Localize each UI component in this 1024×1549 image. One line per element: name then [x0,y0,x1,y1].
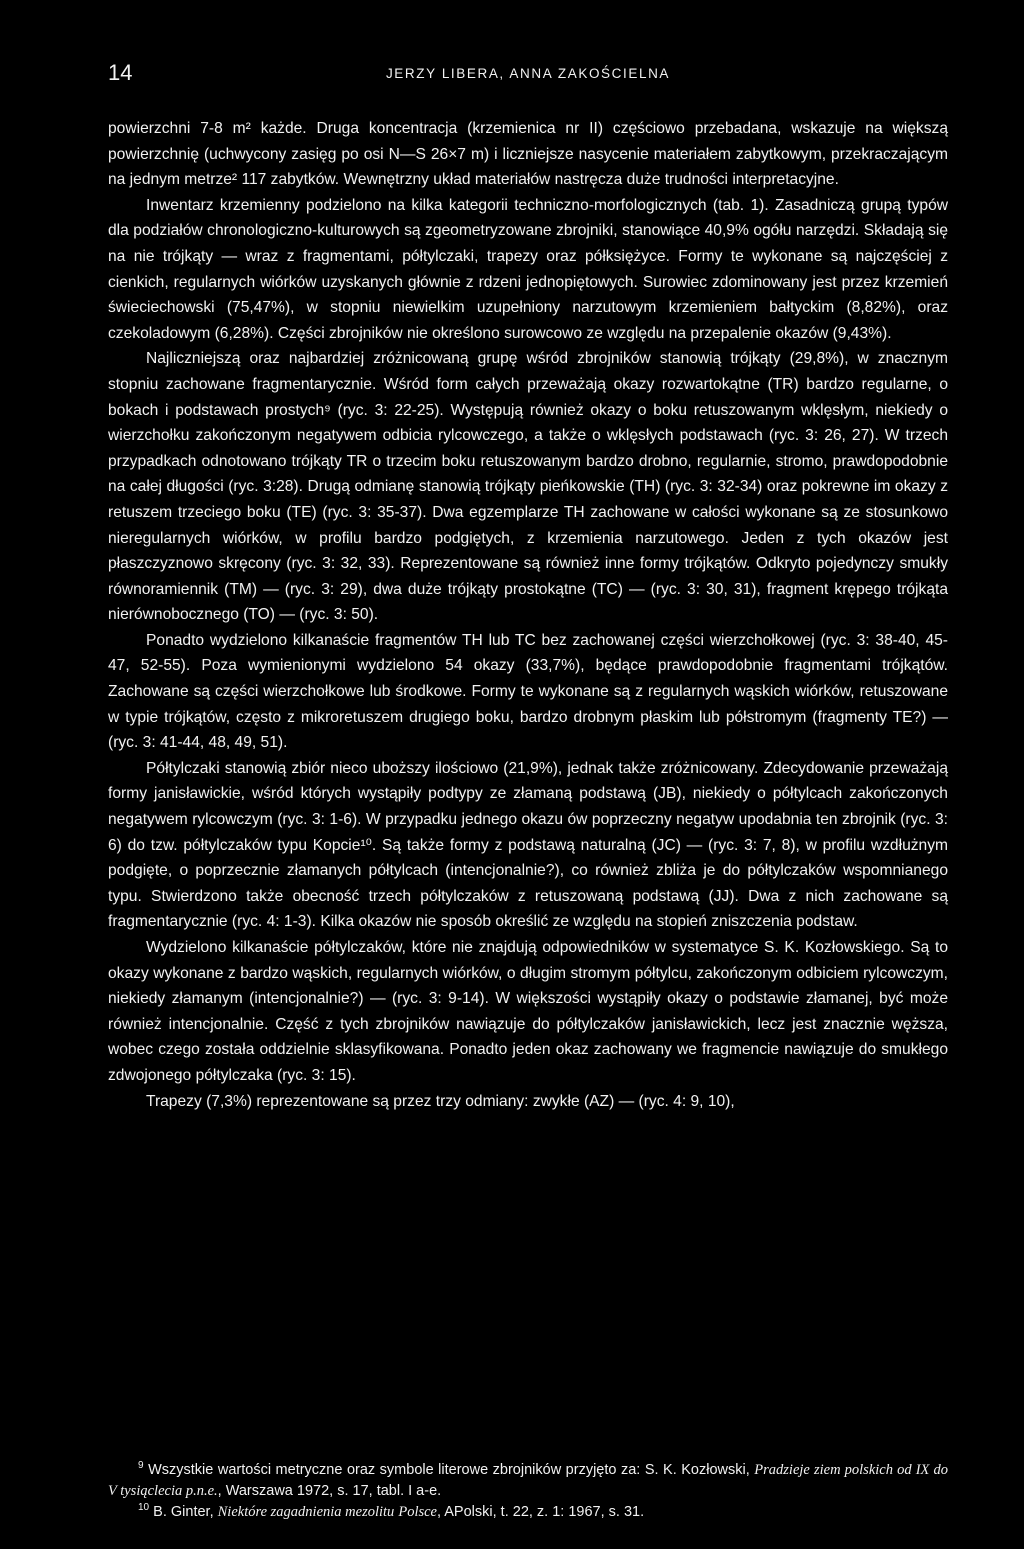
paragraph: Ponadto wydzielono kilkanaście fragmentów TH lub TC bez zachowanej części wierzchołkowej (ryc. 3: 38-40, 45-47, 52-55). Poza wymienionymi wydzielono 54 okazy (33,7%), będące prawdopodobnie fragmentami trójkątów. Zachowane są części wierzchołkowe lub środkowe. Formy te wykonane są z regularnych wąskich wiórków, retuszowane w typie trójkątów, często z mikroretuszem drugiego boku, bardzo drobnym płaskim lub półstromym (fragmenty TE?) — (ryc. 3: 41-44, 48, 49, 51). [108,631,948,752]
footnotes [108,1460,948,1523]
footnote-text: B. Ginter, [153,1504,218,1520]
paragraph: Najliczniejszą oraz najbardziej zróżnicowaną grupę wśród zbrojników stanowią trójkąty (29,8%), w znacznym stopniu zachowane fragmentarycznie. Wśród form całych przeważają okazy rozwartokątne (TR) bardzo regularne, o bokach i podstawach prostych⁹ (ryc. 3: 22-25). Występują również okazy o boku retuszowanym wklęsłym, niekiedy o wierzchołku zakończonym negatywem odbicia rylcowczego, a także o wklęsłych podstawach (ryc. 3: 26, 27). W trzech przypadkach odnotowano trójkąty TR o trzecim boku retuszowanym bardzo drobno, regularnie, stromo, prawdopodobnie na całej długości (ryc. 3:28). Drugą odmianę stanowią trójkąty pieńkowskie (TH) (ryc. 3: 32-34) oraz pokrewne im okazy z retuszem trzeciego boku (TE) (ryc. 3: 35-37). Dwa egzemplarze TH zachowane w całości wykonane są ze stosunkowo nieregularnych wiórków, w profilu bardzo podgiętych, z krzemienia narzutowego. Jeden z tych okazów jest płaszczyznowo skręcony (ryc. 3: 32, 33). Reprezentowane są również inne formy trójkątów. Odkryto pojedynczy smukły równoramiennik (TM) — (ryc. 3: 29), dwa duże trójkąty prostokątne (TC) — (ryc. 3: 30, 31), fragment krępego trójkąta nierównobocznego (TO) — (ryc. 3: 50). [108,350,948,624]
footnote-text: Wszystkie wartości metryczne oraz symbole literowe zbrojników przyjęto za: S. K. Kozłowski, [148,1462,755,1478]
footnote [108,1460,948,1502]
paragraph: Trapezy (7,3%) reprezentowane są przez trzy odmiany: zwykłe (AZ) — (ryc. 4: 9, 10), [146,1092,735,1110]
footnote-title: Niektóre zagadnienia mezolitu [217,1504,395,1520]
body-text [108,116,948,1114]
paragraph: Inwentarz krzemienny podzielono na kilka kategorii techniczno-morfologicznych (tab. 1). Zasadniczą grupą typów dla podziałów chronologiczno-kulturowych są zgeometryzowane zbrojniki, stanowiące 40,9% ogółu narzędzi. Składają się na nie trójkąty — wraz z fragmentami, półtylczaki, trapezy oraz półksiężyce. Formy te wykonane są najczęściej z cienkich, regularnych wiórków uzyskanych głównie z rdzeni jednopiętowych. Surowiec zdominowany jest przez krzemień świeciechowski (75,47%), w stopniu niewielkim uzupełniony narzutowym krzemieniem bałtyckim (8,82%), oraz czekoladowym (6,28%). Części zbrojników nie określono surowcowo ze względu na przepalenie okazów (9,43%). [108,196,948,342]
footnote [108,1502,948,1523]
paragraph: Wydzielono kilkanaście półtylczaków, które nie znajdują odpowiedników w systematyce S. K. Kozłowskiego. Są to okazy wykonane z bardzo wąskich, regularnych wiórków, o długim stromym półtylcu, zakończonym odbiciem rylcowczym, niekiedy złamanym (intencjonalnie?) — (ryc. 3: 9-14). W większości wystąpiły okazy o podstawie złamanej, być może również intencjonalnie. Część z tych zbrojników nawiązuje do półtylczaków janisławickich, lecz jest znacznie węższa, wobec czego została oddzielnie sklasyfikowana. Ponadto jeden okaz zachowany we fragmencie nawiązuje do smukłego zdwojonego półtylczaka (ryc. 3: 15). [108,939,948,1084]
footnote-title: Polsce [398,1504,437,1520]
paragraph: powierzchni 7-8 m² każde. Druga koncentracja (krzemienica nr II) częściowo przebadana, wskazuje na większą powierzchnię (uchwycony zasięg po osi N—S 26×7 m) i liczniejsze nasycenie materiałem zabytkowym, przekraczającym na jednym metrze² 117 zabytków. Wewnętrzny układ materiałów nastręcza duże trudności interpretacyjne. [108,120,948,189]
footnote-text: , APolski, t. 22, z. 1: 1967, s. 31. [437,1504,645,1520]
running-head: JERZY LIBERA, ANNA ZAKOŚCIELNA [385,66,671,81]
footnote-marker: 10 [138,1502,150,1514]
page-number: 14 [108,60,133,85]
footnote-title: Pradzieje ziem polskich od IX do V tysiąclecia p.n.e. [108,1462,949,1499]
paragraph: Półtylczaki stanowią zbiór nieco uboższy ilościowo (21,9%), jednak także zróżnicowany. Zdecydowanie przeważają formy janisławickie, wśród których wystąpiły podtypy ze złamaną podstawą (JB), niekiedy o półtylcach zakończonych negatywem rylcowczym (ryc. 3: 1-6). W przypadku jednego okazu ów poprzeczny negatyw upodabnia ten zbrojnik (ryc. 3: 6) do tzw. półtylczaków typu Kopcie¹⁰. Są także formy z podstawą naturalną (JC) — (ryc. 3: 7, 8), w profilu wzdłużnym podgięte, o poprzecznie złamanych półtylcach (intencjonalnie?), co również zbliża je do półtylczaków wspomnianego typu. Stwierdzono także obecność trzech półtylczaków z retuszowaną podstawą (JJ). Dwa z nich zachowane są fragmentarycznie (ryc. 4: 1-3). Kilka okazów nie sposób określić ze względu na stopień zniszczenia podstaw. [108,759,948,931]
footnote-text: , Warszawa 1972, s. 17, tabl. I a-e. [217,1483,442,1499]
page-header [108,60,948,90]
footnote-marker: 9 [138,1460,144,1472]
